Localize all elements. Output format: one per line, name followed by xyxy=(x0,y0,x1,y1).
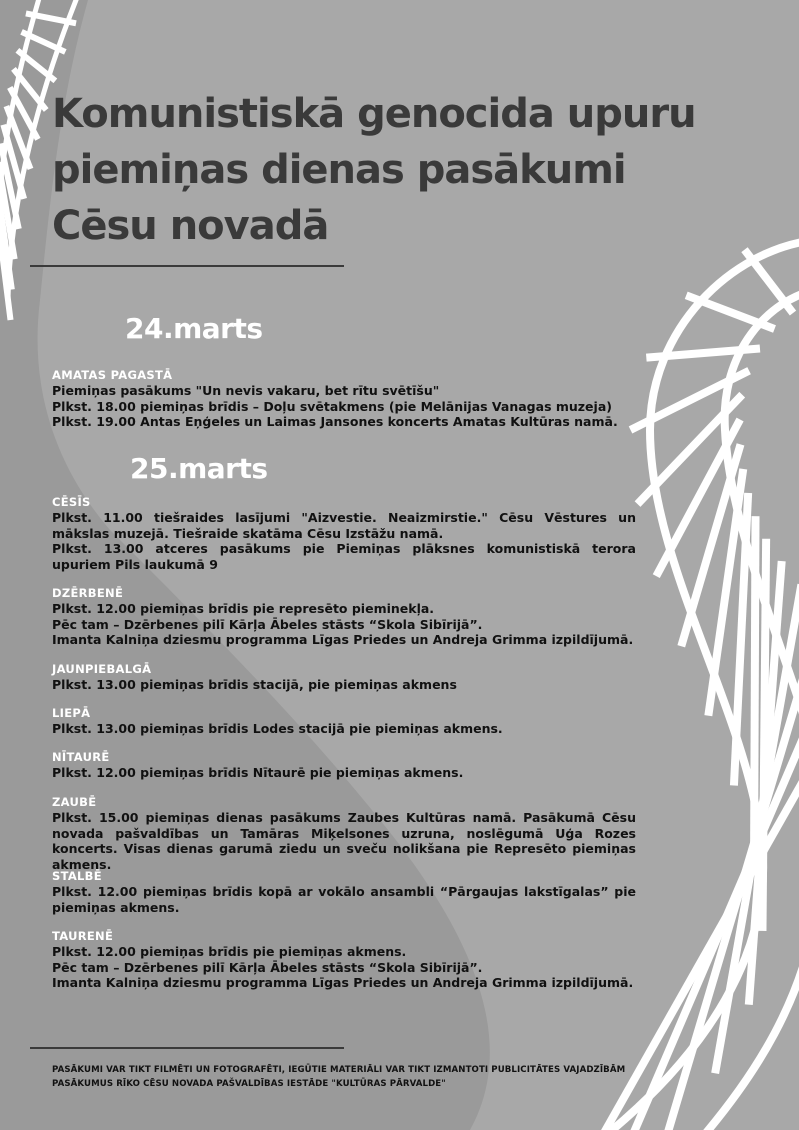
event-line: Plkst. 18.00 piemiņas brīdis – Doļu svētakmens (pie Melānijas Vanagas muzeja) xyxy=(52,398,612,414)
event-line: Plkst. 12.00 piemiņas brīdis Nītaurē pie piemiņas akmens. xyxy=(52,765,464,780)
place-heading: ZAUBĒ xyxy=(52,795,97,809)
event-section xyxy=(52,869,636,915)
event-line: Imanta Kalniņa dziesmu programma Līgas Priedes un Andreja Grimma izpildījumā. xyxy=(52,975,634,990)
place-heading: STALBĒ xyxy=(52,869,102,883)
event-line: Pēc tam – Dzērbenes pilī Kārļa Ābeles stāsts “Skola Sibīrijā”. xyxy=(52,616,483,632)
footer-notes xyxy=(52,1063,652,1091)
place-heading: TAURENĒ xyxy=(52,929,114,943)
event-line: Plkst. 12.00 piemiņas brīdis kopā ar vokālo ansambli “Pārgaujas lakstīgalas” pie piemiņas akmens. xyxy=(52,884,636,915)
event-line: Piemiņas pasākums "Un nevis vakaru, bet rītu svētīšu" xyxy=(52,383,440,398)
place-heading: LIEPĀ xyxy=(52,706,91,720)
place-heading: DZĒRBENĒ xyxy=(52,586,124,600)
event-section xyxy=(52,662,636,693)
date-heading-25: 25.marts xyxy=(130,452,268,485)
event-section xyxy=(52,586,636,648)
event-line: Plkst. 11.00 tiešraides lasījumi "Aizvestie. Neaizmirstie." Cēsu Vēstures un mākslas muzejā. Tiešraide skatāma Cēsu Izstāžu namā. xyxy=(52,510,636,541)
title-line: Cēsu novadā xyxy=(52,203,329,249)
event-line: Imanta Kalniņa dziesmu programma Līgas Priedes un Andreja Grimma izpildījumā. xyxy=(52,632,634,647)
title-divider xyxy=(30,265,344,267)
place-heading: JAUNPIEBALGĀ xyxy=(52,662,152,676)
date-heading-24: 24.marts xyxy=(125,312,263,345)
event-line: Plkst. 15.00 piemiņas dienas pasākums Zaubes Kultūras namā. Pasākumā Cēsu novada pašvaldības un Tamāras Miķelsones uzruna, noslēgumā Uģa Rozes koncerts. Visas dienas garumā ziedu un sveču nolikšana pie Represēto piemiņas akmens. xyxy=(52,810,636,872)
event-line: Plkst. 13.00 piemiņas brīdis stacijā, pie piemiņas akmens xyxy=(52,677,457,692)
footer-note: PASĀKUMUS RĪKO CĒSU NOVADA PAŠVALDĪBAS IESTĀDE "KULTŪRAS PĀRVALDE" xyxy=(52,1079,446,1089)
place-heading: NĪTAURĒ xyxy=(52,750,110,764)
event-section xyxy=(52,929,636,991)
event-line: Pēc tam – Dzērbenes pilī Kārļa Ābeles stāsts “Skola Sibīrijā”. xyxy=(52,959,483,975)
event-section xyxy=(52,795,636,872)
event-line: Plkst. 13.00 piemiņas brīdis Lodes stacijā pie piemiņas akmens. xyxy=(52,721,503,736)
event-section xyxy=(52,495,636,572)
title-line: Komunistiskā genocida upuru xyxy=(52,91,696,137)
event-section xyxy=(52,706,636,737)
place-heading: AMATAS PAGASTĀ xyxy=(52,368,173,382)
event-line: Plkst. 13.00 atceres pasākums pie Piemiņas plāksnes komunistiskā terora upuriem Pils laukumā 9 xyxy=(52,541,636,572)
event-section xyxy=(52,368,636,430)
footer-divider xyxy=(30,1047,344,1049)
footer-note: PASĀKUMI VAR TIKT FILMĒTI UN FOTOGRAFĒTI, IEGŪTIE MATERIĀLI VAR TIKT IZMANTOTI PUBLICITĀTES VAJADZĪBĀM xyxy=(52,1065,626,1075)
event-line: Plkst. 12.00 piemiņas brīdis pie represēto pieminekļa. xyxy=(52,601,435,616)
event-section xyxy=(52,750,636,781)
title-line: piemiņas dienas pasākumi xyxy=(52,147,626,193)
event-line: Plkst. 19.00 Antas Eņģeles un Laimas Jansones koncerts Amatas Kultūras namā. xyxy=(52,414,618,429)
place-heading: CĒSĪS xyxy=(52,495,91,509)
event-line: Plkst. 12.00 piemiņas brīdis pie piemiņas akmens. xyxy=(52,944,407,959)
page-title xyxy=(52,86,752,254)
